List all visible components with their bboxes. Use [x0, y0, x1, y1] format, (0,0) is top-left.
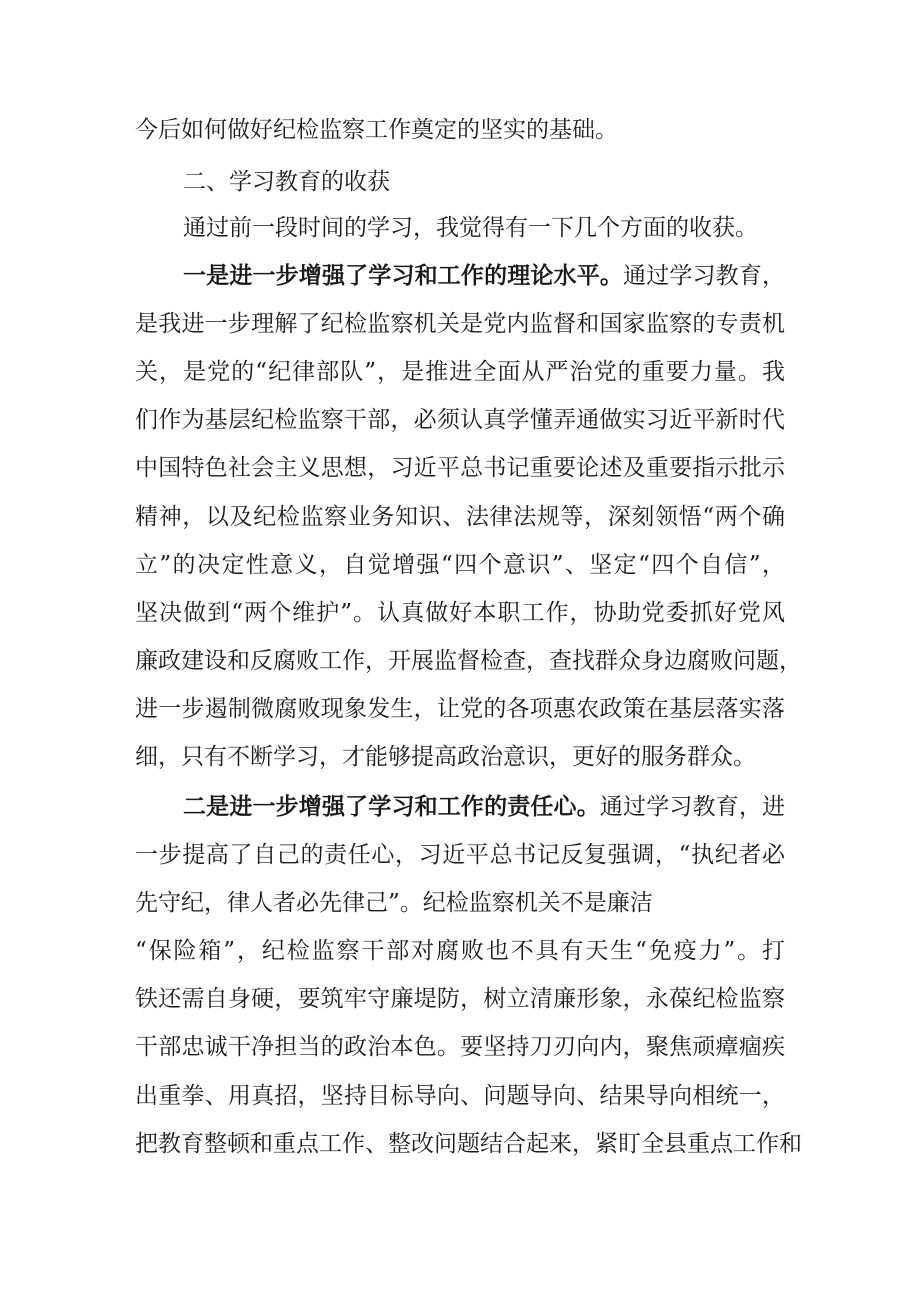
point1-line: 们作为基层纪检监察干部，必须认真学懂弄通做实习近平新时代	[135, 407, 785, 433]
intro-tail-line: 今后如何做好纪检监察工作奠定的坚实的基础。	[135, 117, 618, 143]
point2-line: 先守纪，律人者必先律己”。纪检监察机关不是廉洁	[135, 890, 653, 916]
point2-line: “保险箱”，纪检监察干部对腐败也不具有天生“免疫力”。打	[135, 938, 785, 964]
point1-line: 关，是党的“纪律部队”，是推进全面从严治党的重要力量。我	[135, 359, 785, 385]
point2-first-line-rest: 通过学习教育，进	[599, 794, 786, 820]
point1-first-line	[183, 260, 785, 292]
point1-line: 进一步遏制微腐败现象发生，让党的各项惠农政策在基层落实落	[135, 696, 785, 722]
point2-line: 一步提高了自己的责任心，习近平总书记反复强调，“执纪者必	[135, 842, 785, 868]
point1-line: 坚决做到“两个维护”。认真做好本职工作，协助党委抓好党风	[135, 600, 785, 626]
point1-line: 中国特色社会主义思想，习近平总书记重要论述及重要指示批示	[135, 455, 785, 481]
point2-line: 把教育整顿和重点工作、整改问题结合起来，紧盯全县重点工作和	[135, 1131, 802, 1157]
point1-line: 廉政建设和反腐败工作，开展监督检查，查找群众身边腐败问题，	[135, 648, 802, 674]
point1-line: 精神，以及纪检监察业务知识、法律法规等，深刻领悟“两个确	[135, 504, 785, 530]
point1-first-line-rest: 通过学习教育，	[623, 263, 786, 289]
point1-line: 立”的决定性意义，自觉增强“四个意识”、坚定“四个自信”，	[135, 552, 785, 578]
point2-first-line	[183, 791, 785, 823]
point2-line: 干部忠诚干净担当的政治本色。要坚持刀刃向内，聚焦顽瘴痼疾	[135, 1034, 785, 1060]
point2-line: 铁还需自身硬，要筑牢守廉堤防，树立清廉形象，永葆纪检监察	[135, 986, 785, 1012]
point2-line: 出重拳、用真招，坚持目标导向、问题导向、结果导向相统一，	[135, 1083, 785, 1109]
point1-line: 细，只有不断学习，才能够提高政治意识，更好的服务群众。	[135, 744, 756, 770]
section-heading: 二、学习教育的收获	[183, 169, 390, 195]
point1-line: 是我进一步理解了纪检监察机关是党内监督和国家监察的专责机	[135, 311, 785, 337]
section-lead: 通过前一段时间的学习，我觉得有一下几个方面的收获。	[183, 215, 758, 241]
point2-title: 二是进一步增强了学习和工作的责任心。	[183, 794, 600, 820]
point1-title: 一是进一步增强了学习和工作的理论水平。	[183, 263, 624, 289]
